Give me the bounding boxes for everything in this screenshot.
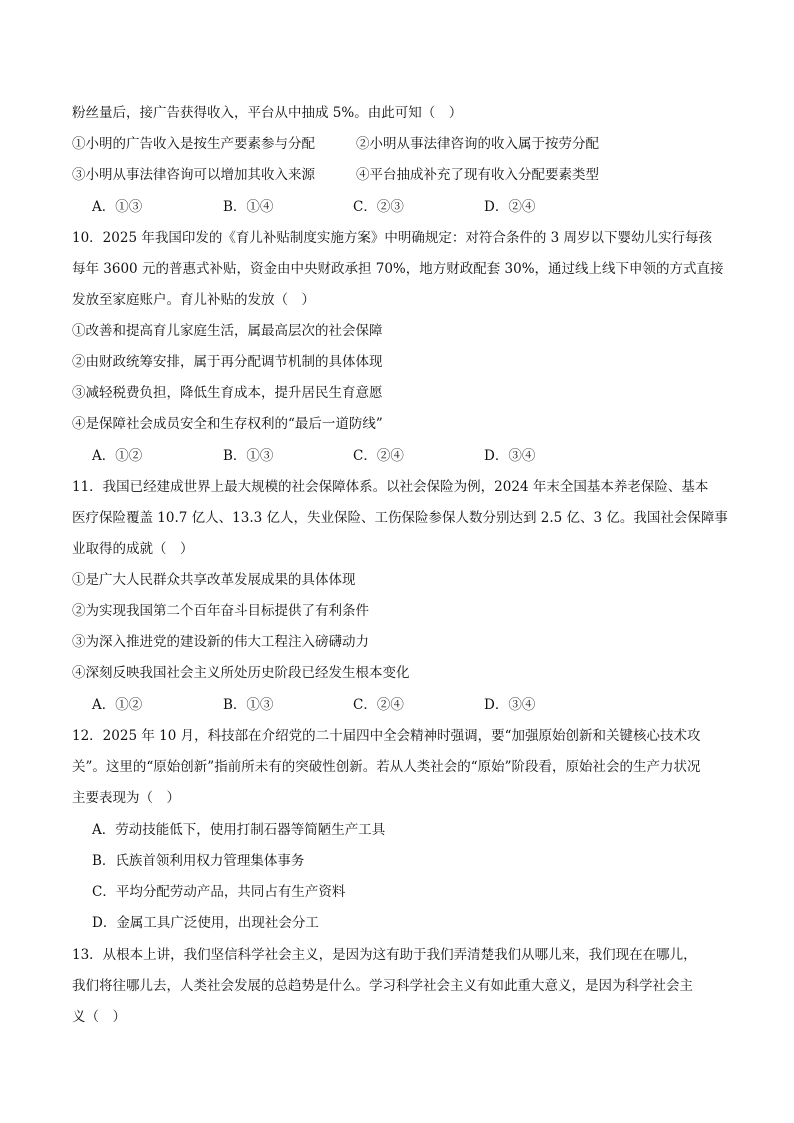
q9-option-d[interactable]: D．②④ (484, 199, 536, 215)
q11-stem-line-2: 医疗保险覆盖 10.7 亿人、13.3 亿人，失业保险、工伤保险参保人数分别达到 2.5 亿、3 亿。我国社会保障事 (72, 510, 728, 526)
q11-statement-1: ①是广大人民群众共享改革发展成果的具体体现 (72, 572, 356, 588)
q9-statement-1: ①小明的广告收入是按生产要素参与分配 (72, 136, 315, 152)
q12-stem-line-3: 主要表现为（ ） (72, 790, 180, 806)
q10-option-a[interactable]: A．①② (92, 448, 143, 464)
q9-statement-4: ④平台抽成补充了现有收入分配要素类型 (356, 167, 599, 183)
q12-stem-line-1: 12．2025 年 10 月，科技部在介绍党的二十届四中全会精神时强调，要“加强原始创新和关键核心技术攻 (72, 728, 701, 744)
q9-option-c[interactable]: C．②③ (353, 199, 404, 215)
q9-statement-3: ③小明从事法律咨询可以增加其收入来源 (72, 167, 315, 183)
q11-statement-4: ④深刻反映我国社会主义所处历史阶段已经发生根本变化 (72, 665, 410, 681)
q9-option-a[interactable]: A．①③ (92, 199, 143, 215)
q11-stem-line-3: 业取得的成就（ ） (72, 541, 194, 557)
q12-option-d[interactable]: D．金属工具广泛使用，出现社会分工 (92, 915, 319, 931)
q12-option-a[interactable]: A．劳动技能低下，使用打制石器等简陋生产工具 (92, 822, 386, 838)
q9-stem-tail: 粉丝量后，接广告获得收入，平台从中抽成 5%。由此可知（ ） (72, 105, 463, 121)
q10-statement-2: ②由财政统筹安排，属于再分配调节机制的具体体现 (72, 354, 383, 370)
q10-statement-4: ④是保障社会成员安全和生存权利的“最后一道防线” (72, 416, 383, 432)
q9-statement-2: ②小明从事法律咨询的收入属于按劳分配 (356, 136, 599, 152)
q9-option-b[interactable]: B．①④ (223, 199, 274, 215)
q11-statement-2: ②为实现我国第二个百年奋斗目标提供了有利条件 (72, 603, 369, 619)
q11-option-c[interactable]: C．②④ (353, 697, 404, 713)
q13-stem-line-2: 我们将往哪儿去，人类社会发展的总趋势是什么。学习科学社会主义有如此重大意义，是因为科学社会主 (72, 978, 693, 994)
q13-stem-line-1: 13．从根本上讲，我们坚信科学社会主义，是因为这有助于我们弄清楚我们从哪儿来，我们现在在哪儿， (72, 947, 697, 963)
q12-stem-line-2: 关”。这里的“原始创新”指前所未有的突破性创新。若从人类社会的“原始”阶段看，原始社会的生产力状况 (72, 759, 701, 775)
q11-option-b[interactable]: B．①③ (223, 697, 274, 713)
q11-statement-3: ③为深入推进党的建设新的伟大工程注入磅礴动力 (72, 634, 369, 650)
q11-option-d[interactable]: D．③④ (484, 697, 536, 713)
q10-option-b[interactable]: B．①③ (223, 448, 274, 464)
q12-option-c[interactable]: C．平均分配劳动产品，共同占有生产资料 (92, 884, 346, 900)
q10-option-d[interactable]: D．③④ (484, 448, 536, 464)
q10-stem-line-2: 每年 3600 元的普惠式补贴，资金由中央财政承担 70%，地方财政配套 30%，通过线上线下申领的方式直接 (72, 261, 724, 277)
q11-stem-line-1: 11．我国已经建成世界上最大规模的社会保障体系。以社会保险为例，2024 年末全国基本养老保险、基本 (72, 479, 709, 495)
q10-statement-3: ③减轻税费负担，降低生育成本，提升居民生育意愿 (72, 385, 383, 401)
q11-option-a[interactable]: A．①② (92, 697, 143, 713)
q10-stem-line-3: 发放至家庭账户。育儿补贴的发放（ ） (72, 292, 315, 308)
q10-stem-line-1: 10．2025 年我国印发的《育儿补贴制度实施方案》中明确规定：对符合条件的 3 周岁以下婴幼儿实行每孩 (72, 230, 712, 246)
q12-option-b[interactable]: B．氏族首领利用权力管理集体事务 (92, 853, 305, 869)
q10-option-c[interactable]: C．②④ (353, 448, 404, 464)
q13-stem-line-3: 义（ ） (72, 1009, 126, 1025)
q10-statement-1: ①改善和提高育儿家庭生活，属最高层次的社会保障 (72, 323, 383, 339)
